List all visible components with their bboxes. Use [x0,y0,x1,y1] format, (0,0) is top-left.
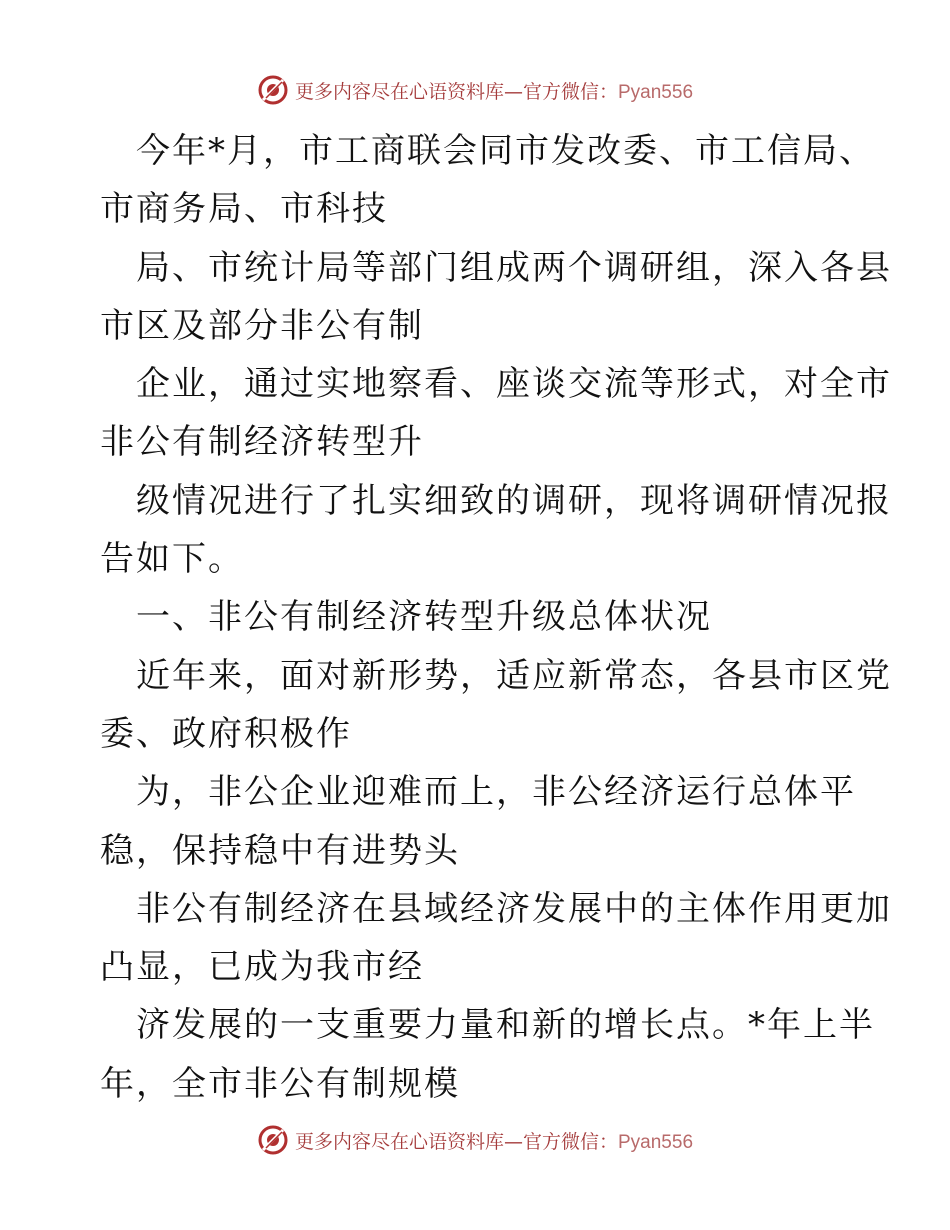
footer-banner-label: 更多内容尽在心语资料库—官方微信： [294,1130,618,1153]
body-line: 市商务局、市科技 [100,189,388,230]
footer-banner [0,1118,950,1162]
body-line: 市区及部分非公有制 [100,305,424,346]
body-line: 年，全市非公有制规模 [100,1063,460,1104]
body-line: 今年*月，市工商联会同市发改委、市工信局、 [136,131,875,171]
header-wechat-id: Pyan556 [618,81,694,103]
body-line: 委、政府积极作 [100,713,352,754]
body-line: 济发展的一支重要力量和新的增长点。*年上半 [136,1005,875,1046]
body-line: 为，非公企业迎难而上，非公经济运行总体平 [136,772,856,813]
brand-logo-icon [257,1124,289,1156]
body-line: 稳，保持稳中有进势头 [100,830,460,871]
footer-wechat-id: Pyan556 [618,1131,694,1153]
header-banner-text [295,77,693,104]
header-banner-label: 更多内容尽在心语资料库—官方微信： [294,80,618,103]
body-line: 企业，通过实地察看、座谈交流等形式，对全市 [136,364,892,405]
body-line: 凸显，已成为我市经 [100,947,424,988]
body-line: 非公有制经济在县域经济发展中的主体作用更加 [136,888,892,929]
body-line: 非公有制经济转型升 [100,422,424,463]
brand-logo-icon [257,74,289,106]
body-line: 局、市统计局等部门组成两个调研组，深入各县 [136,247,892,288]
section-heading: 一、非公有制经济转型升级总体状况 [136,597,712,638]
body-line: 级情况进行了扎实细致的调研，现将调研情况报 [136,480,892,521]
header-banner [0,68,950,112]
body-line: 告如下。 [100,539,244,580]
footer-banner-text [295,1127,693,1154]
body-line: 近年来，面对新形势，适应新常态，各县市区党 [136,655,892,696]
document-body [100,122,892,1113]
